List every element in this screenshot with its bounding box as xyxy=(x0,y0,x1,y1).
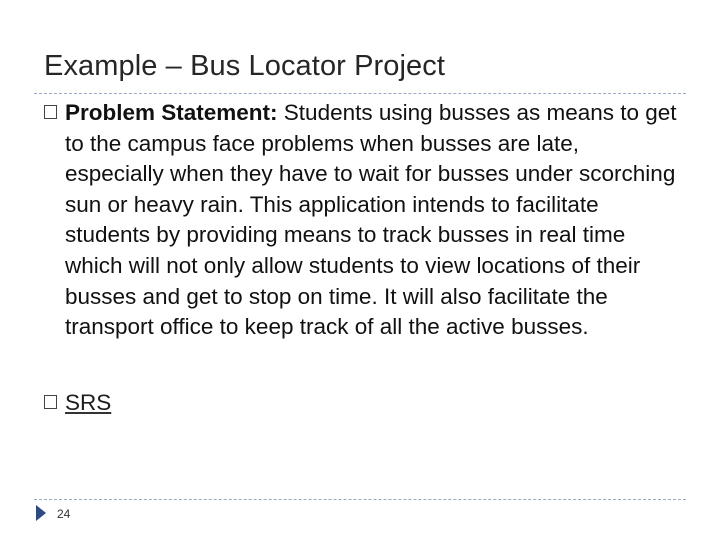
triangle-arrow-icon xyxy=(36,505,46,521)
page-number: 24 xyxy=(57,507,71,521)
bullet-body: Students using busses as means to get to the campus face problems when busses are late, especially when they have to wait for busses under scorching sun or heavy rain. This application intends to facilitate students by providing means to track busses in real time which will not only allow students to view locations of their busses and get to stop on time. It will also facilitate the transport office to keep track of all the active busses. xyxy=(65,100,677,340)
srs-link[interactable]: SRS xyxy=(65,390,112,415)
slide-title: Example – Bus Locator Project xyxy=(44,50,446,82)
bullet-square-icon xyxy=(44,105,57,119)
footer-divider xyxy=(34,499,686,500)
title-divider xyxy=(34,93,686,94)
bullet-square-icon xyxy=(44,395,57,409)
bullet-text xyxy=(65,98,684,343)
bullet-text xyxy=(65,388,684,419)
bullet-problem-statement xyxy=(44,98,684,343)
bullet-lead: Problem Statement: xyxy=(65,100,278,125)
bullet-srs xyxy=(44,388,684,419)
